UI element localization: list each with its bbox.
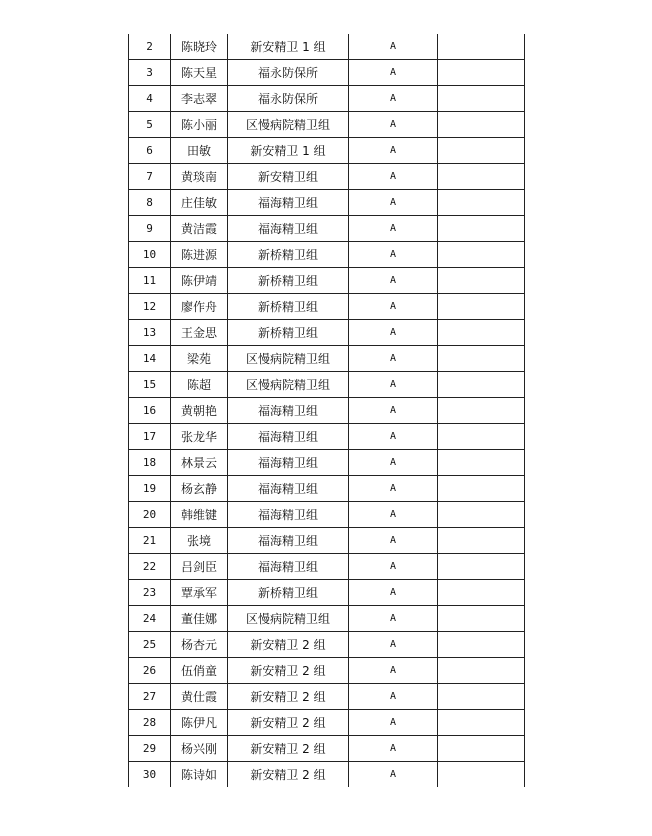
table-row xyxy=(129,658,525,684)
table-row xyxy=(129,294,525,320)
grade-cell: A xyxy=(349,216,438,242)
table-row xyxy=(129,684,525,710)
grade-cell: A xyxy=(349,34,438,60)
unit-cell: 区慢病院精卫组 xyxy=(228,112,349,138)
grade-cell: A xyxy=(349,658,438,684)
row-number-cell: 16 xyxy=(129,398,171,424)
roster-table-body xyxy=(129,34,525,787)
name-cell: 廖作舟 xyxy=(171,294,228,320)
grade-cell: A xyxy=(349,736,438,762)
unit-cell: 新桥精卫组 xyxy=(228,294,349,320)
note-cell xyxy=(438,398,525,424)
table-row xyxy=(129,164,525,190)
name-cell: 黄仕霞 xyxy=(171,684,228,710)
grade-cell: A xyxy=(349,528,438,554)
row-number-cell: 29 xyxy=(129,736,171,762)
table-row xyxy=(129,60,525,86)
unit-cell: 新安精卫组 xyxy=(228,164,349,190)
row-number-cell: 19 xyxy=(129,476,171,502)
row-number-cell: 12 xyxy=(129,294,171,320)
note-cell xyxy=(438,476,525,502)
name-cell: 黄洁霞 xyxy=(171,216,228,242)
unit-cell: 福海精卫组 xyxy=(228,216,349,242)
table-row xyxy=(129,476,525,502)
note-cell xyxy=(438,580,525,606)
row-number-cell: 18 xyxy=(129,450,171,476)
row-number-cell: 30 xyxy=(129,762,171,788)
note-cell xyxy=(438,112,525,138)
name-cell: 张龙华 xyxy=(171,424,228,450)
row-number-cell: 27 xyxy=(129,684,171,710)
unit-cell: 新安精卫 2 组 xyxy=(228,736,349,762)
grade-cell: A xyxy=(349,242,438,268)
unit-cell: 区慢病院精卫组 xyxy=(228,372,349,398)
table-row xyxy=(129,346,525,372)
row-number-cell: 17 xyxy=(129,424,171,450)
unit-cell: 新桥精卫组 xyxy=(228,242,349,268)
table-row xyxy=(129,710,525,736)
note-cell xyxy=(438,138,525,164)
row-number-cell: 23 xyxy=(129,580,171,606)
table-row xyxy=(129,606,525,632)
unit-cell: 新桥精卫组 xyxy=(228,320,349,346)
grade-cell: A xyxy=(349,60,438,86)
note-cell xyxy=(438,164,525,190)
table-row xyxy=(129,372,525,398)
unit-cell: 区慢病院精卫组 xyxy=(228,606,349,632)
unit-cell: 新安精卫 2 组 xyxy=(228,632,349,658)
row-number-cell: 25 xyxy=(129,632,171,658)
name-cell: 陈诗如 xyxy=(171,762,228,788)
row-number-cell: 4 xyxy=(129,86,171,112)
grade-cell: A xyxy=(349,346,438,372)
row-number-cell: 6 xyxy=(129,138,171,164)
row-number-cell: 13 xyxy=(129,320,171,346)
unit-cell: 福海精卫组 xyxy=(228,190,349,216)
unit-cell: 福海精卫组 xyxy=(228,528,349,554)
row-number-cell: 10 xyxy=(129,242,171,268)
table-row xyxy=(129,632,525,658)
note-cell xyxy=(438,294,525,320)
note-cell xyxy=(438,684,525,710)
note-cell xyxy=(438,86,525,112)
table-row xyxy=(129,242,525,268)
unit-cell: 新安精卫 1 组 xyxy=(228,34,349,60)
grade-cell: A xyxy=(349,554,438,580)
row-number-cell: 5 xyxy=(129,112,171,138)
name-cell: 李志翠 xyxy=(171,86,228,112)
unit-cell: 区慢病院精卫组 xyxy=(228,346,349,372)
name-cell: 陈小丽 xyxy=(171,112,228,138)
grade-cell: A xyxy=(349,86,438,112)
grade-cell: A xyxy=(349,294,438,320)
unit-cell: 新安精卫 2 组 xyxy=(228,710,349,736)
table-row xyxy=(129,112,525,138)
note-cell xyxy=(438,320,525,346)
note-cell xyxy=(438,658,525,684)
grade-cell: A xyxy=(349,684,438,710)
unit-cell: 福永防保所 xyxy=(228,86,349,112)
row-number-cell: 28 xyxy=(129,710,171,736)
row-number-cell: 7 xyxy=(129,164,171,190)
unit-cell: 福海精卫组 xyxy=(228,502,349,528)
note-cell xyxy=(438,242,525,268)
unit-cell: 福海精卫组 xyxy=(228,398,349,424)
unit-cell: 福海精卫组 xyxy=(228,554,349,580)
grade-cell: A xyxy=(349,268,438,294)
name-cell: 林景云 xyxy=(171,450,228,476)
unit-cell: 新安精卫 2 组 xyxy=(228,684,349,710)
table-row xyxy=(129,450,525,476)
name-cell: 田敏 xyxy=(171,138,228,164)
grade-cell: A xyxy=(349,112,438,138)
note-cell xyxy=(438,502,525,528)
name-cell: 黄朝艳 xyxy=(171,398,228,424)
table-row xyxy=(129,736,525,762)
table-row xyxy=(129,216,525,242)
table-row xyxy=(129,762,525,788)
row-number-cell: 2 xyxy=(129,34,171,60)
row-number-cell: 20 xyxy=(129,502,171,528)
note-cell xyxy=(438,450,525,476)
grade-cell: A xyxy=(349,190,438,216)
table-row xyxy=(129,398,525,424)
roster-table xyxy=(128,34,525,787)
unit-cell: 福海精卫组 xyxy=(228,476,349,502)
grade-cell: A xyxy=(349,606,438,632)
name-cell: 董佳娜 xyxy=(171,606,228,632)
table-row xyxy=(129,502,525,528)
name-cell: 韩维键 xyxy=(171,502,228,528)
grade-cell: A xyxy=(349,424,438,450)
name-cell: 杨玄静 xyxy=(171,476,228,502)
grade-cell: A xyxy=(349,502,438,528)
table-row xyxy=(129,580,525,606)
grade-cell: A xyxy=(349,450,438,476)
note-cell xyxy=(438,216,525,242)
note-cell xyxy=(438,606,525,632)
unit-cell: 新安精卫 1 组 xyxy=(228,138,349,164)
unit-cell: 福海精卫组 xyxy=(228,450,349,476)
row-number-cell: 3 xyxy=(129,60,171,86)
note-cell xyxy=(438,736,525,762)
name-cell: 陈天星 xyxy=(171,60,228,86)
row-number-cell: 14 xyxy=(129,346,171,372)
row-number-cell: 15 xyxy=(129,372,171,398)
unit-cell: 福海精卫组 xyxy=(228,424,349,450)
grade-cell: A xyxy=(349,398,438,424)
name-cell: 陈伊凡 xyxy=(171,710,228,736)
note-cell xyxy=(438,190,525,216)
unit-cell: 新安精卫 2 组 xyxy=(228,762,349,788)
name-cell: 吕剑臣 xyxy=(171,554,228,580)
name-cell: 杨兴刚 xyxy=(171,736,228,762)
name-cell: 覃承军 xyxy=(171,580,228,606)
name-cell: 杨杏元 xyxy=(171,632,228,658)
name-cell: 张境 xyxy=(171,528,228,554)
table-row xyxy=(129,86,525,112)
grade-cell: A xyxy=(349,632,438,658)
name-cell: 陈晓玲 xyxy=(171,34,228,60)
grade-cell: A xyxy=(349,710,438,736)
grade-cell: A xyxy=(349,138,438,164)
unit-cell: 新安精卫 2 组 xyxy=(228,658,349,684)
row-number-cell: 22 xyxy=(129,554,171,580)
table-row xyxy=(129,554,525,580)
table-row xyxy=(129,528,525,554)
name-cell: 伍俏童 xyxy=(171,658,228,684)
row-number-cell: 24 xyxy=(129,606,171,632)
note-cell xyxy=(438,372,525,398)
table-row xyxy=(129,320,525,346)
note-cell xyxy=(438,346,525,372)
table-row xyxy=(129,424,525,450)
note-cell xyxy=(438,762,525,788)
name-cell: 王金思 xyxy=(171,320,228,346)
note-cell xyxy=(438,554,525,580)
grade-cell: A xyxy=(349,372,438,398)
row-number-cell: 26 xyxy=(129,658,171,684)
table-row xyxy=(129,190,525,216)
note-cell xyxy=(438,34,525,60)
grade-cell: A xyxy=(349,164,438,190)
grade-cell: A xyxy=(349,476,438,502)
note-cell xyxy=(438,424,525,450)
note-cell xyxy=(438,268,525,294)
grade-cell: A xyxy=(349,320,438,346)
row-number-cell: 8 xyxy=(129,190,171,216)
name-cell: 黄琰南 xyxy=(171,164,228,190)
document-page xyxy=(128,34,524,787)
grade-cell: A xyxy=(349,580,438,606)
name-cell: 梁苑 xyxy=(171,346,228,372)
row-number-cell: 21 xyxy=(129,528,171,554)
table-row xyxy=(129,268,525,294)
note-cell xyxy=(438,710,525,736)
note-cell xyxy=(438,528,525,554)
name-cell: 陈进源 xyxy=(171,242,228,268)
table-row xyxy=(129,138,525,164)
grade-cell: A xyxy=(349,762,438,788)
table-row xyxy=(129,34,525,60)
unit-cell: 福永防保所 xyxy=(228,60,349,86)
note-cell xyxy=(438,632,525,658)
unit-cell: 新桥精卫组 xyxy=(228,268,349,294)
row-number-cell: 11 xyxy=(129,268,171,294)
name-cell: 陈伊靖 xyxy=(171,268,228,294)
name-cell: 庄佳敏 xyxy=(171,190,228,216)
unit-cell: 新桥精卫组 xyxy=(228,580,349,606)
name-cell: 陈超 xyxy=(171,372,228,398)
row-number-cell: 9 xyxy=(129,216,171,242)
note-cell xyxy=(438,60,525,86)
